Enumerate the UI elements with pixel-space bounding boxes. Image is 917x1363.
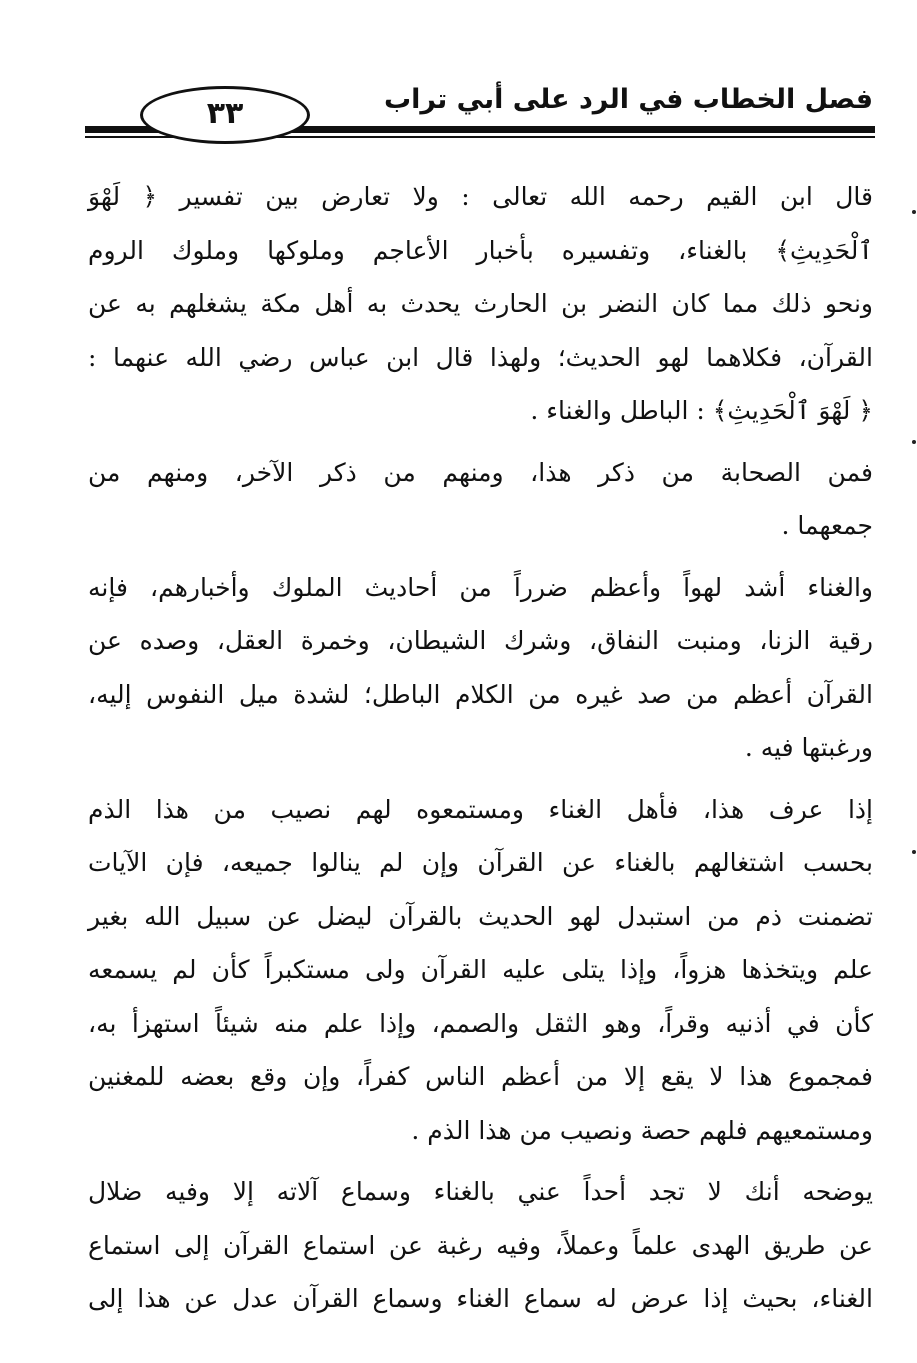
text-line: جمعهما .	[781, 511, 873, 540]
text-line: والغناء أشد لهواً وأعظم ضرراً من أحاديث الملوك وأخبارهم، فإنه	[88, 572, 873, 602]
text-line: ٱلْحَدِيثِ﴾ بالغناء، وتفسيره بأخبار الأعاجم وملوكها وملوك الروم	[88, 235, 873, 265]
text-line: إذا عرف هذا، فأهل الغناء ومستمعوه لهم نصيب من هذا الذم	[88, 794, 873, 824]
text-line: ورغبتها فيه .	[744, 733, 873, 762]
text-line: القرآن أعظم من صد غيره من الكلام الباطل؛ لشدة ميل النفوس إليه،	[88, 679, 873, 709]
text-line: تضمنت ذم من استبدل لهو الحديث بالقرآن ليضل عن سبيل الله بغير	[88, 901, 873, 931]
text-line: ومستمعيهم فلهم حصة ونصيب من هذا الذم .	[411, 1115, 873, 1145]
text-line: عن طريق الهدى علماً وعملاً، وفيه رغبة عن استماع القرآن إلى استماع	[88, 1230, 873, 1260]
text-line: فمن الصحابة من ذكر هذا، ومنهم من ذكر الآخر، ومنهم من	[88, 457, 873, 487]
scan-margin-dot	[912, 440, 916, 444]
text-line: قال ابن القيم رحمه الله تعالى : ولا تعارض بين تفسير ﴿ لَهْوَ	[88, 182, 873, 211]
text-line: بحسب اشتغالهم بالغناء عن القرآن وإن لم ينالوا جميعه، فإن الآيات	[88, 848, 873, 877]
paragraph	[88, 1165, 873, 1326]
running-title: فصل الخطاب في الرد على أبي تراب	[383, 84, 873, 115]
text-line: رقية الزنا، ومنبت النفاق، وشرك الشيطان، وخمرة العقل، وصده عن	[88, 626, 873, 655]
paragraph	[88, 170, 873, 438]
paragraph	[88, 561, 873, 775]
scan-margin-dot	[912, 850, 916, 854]
body-text	[88, 170, 873, 1334]
text-line: الغناء، بحيث إذا عرض له سماع الغناء وسماع القرآن عدل عن هذا إلى	[88, 1284, 873, 1313]
text-line: ونحو ذلك مما كان النضر بن الحارث يحدث به أهل مكة يشغلهم به عن	[88, 289, 873, 318]
page-header	[85, 72, 875, 152]
text-line: القرآن، فكلاهما لهو الحديث؛ ولهذا قال ابن عباس رضي الله عنهما :	[88, 342, 873, 372]
text-line: يوضحه أنك لا تجد أحداً عني بالغناء وسماع آلاته إلا وفيه ضلال	[88, 1177, 873, 1206]
paragraph	[88, 783, 873, 1158]
text-line: كأن في أذنيه وقراً، وهو الثقل والصمم، وإذا علم منه شيئاً استهزأ به،	[88, 1008, 873, 1038]
scan-margin-dot	[912, 210, 916, 214]
text-line: ﴿ لَهْوَ ٱلْحَدِيثِ﴾ : الباطل والغناء .	[530, 396, 873, 425]
text-line: علم ويتخذها هزواً، وإذا يتلى عليه القرآن ولى مستكبراً كأن لم يسمعه	[88, 955, 873, 984]
text-line: فمجموع هذا لا يقع إلا من أعظم الناس كفراً، وإن وقع بعضه للمغنين	[88, 1062, 873, 1091]
paragraph	[88, 446, 873, 553]
page-number: ٣٣	[140, 86, 310, 144]
